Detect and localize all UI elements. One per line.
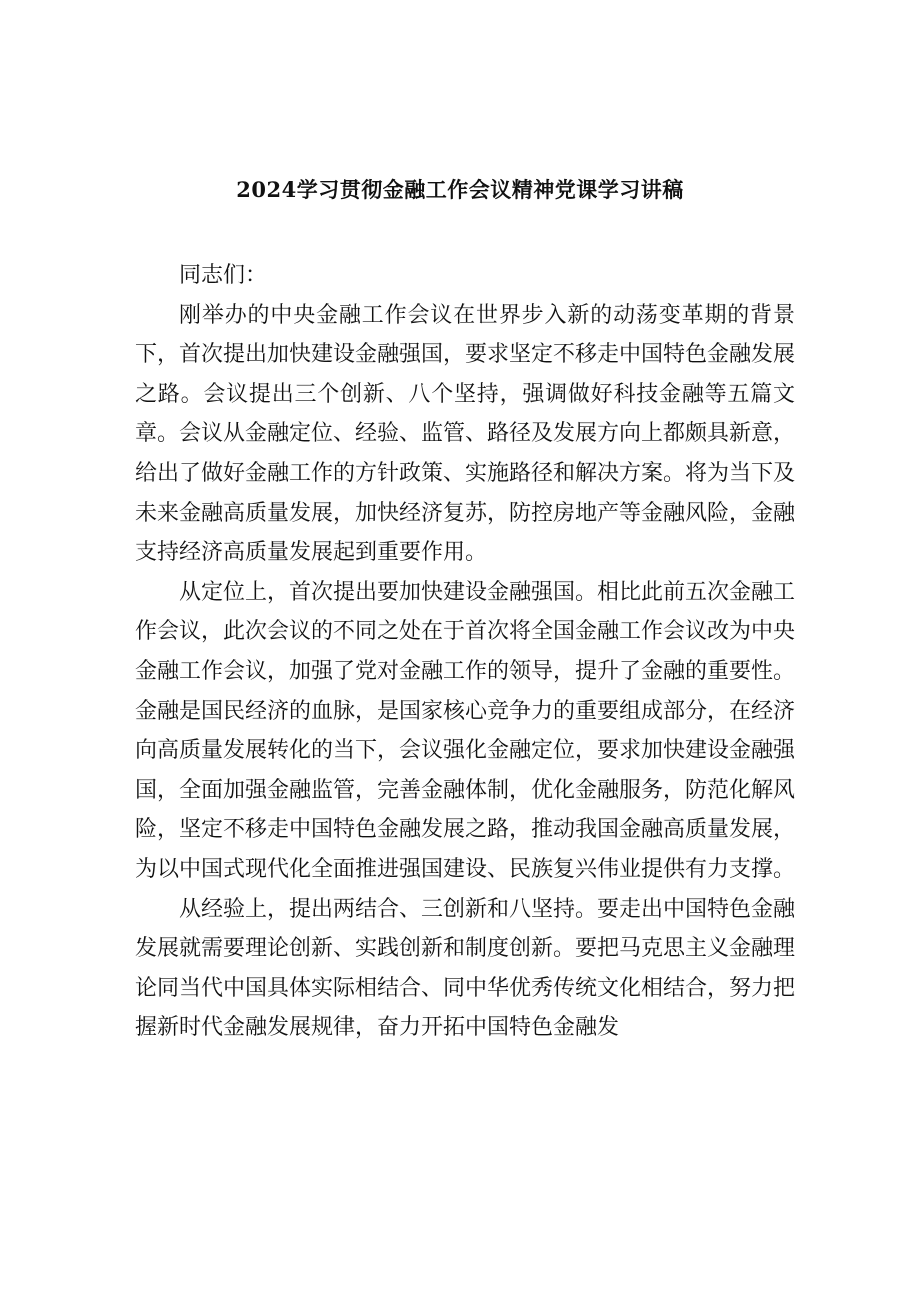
document-title: 2024学习贯彻金融工作会议精神党课学习讲稿 (236, 177, 684, 202)
paragraph-positioning: 从定位上，首次提出要加快建设金融强国。相比此前五次金融工作会议，此次会议的不同之处在于首次将全国金融工作会议改为中央金融工作会议，加强了党对金融工作的领导，提升了金融的重要性。金融是国民经济的血脉，是国家核心竞争力的重要组成部分，在经济向高质量发展转化的当下，会议强化金融定位，要求加快建设金融强国，全面加强金融监管，完善金融体制，优化金融服务，防范化解风险，坚定不移走中国特色金融发展之路，推动我国金融高质量发展，为以中国式现代化全面推进强国建设、民族复兴伟业提供有力支撑。 (135, 579, 796, 882)
document-body (135, 256, 795, 1048)
paragraph-experience: 从经验上，提出两结合、三创新和八坚持。要走出中国特色金融发展就需要理论创新、实践创新和制度创新。要把马克思主义金融理论同当代中国具体实际相结合、同中华优秀传统文化相结合，努力把握新时代金融发展规律，奋力开拓中国特色金融发 (135, 896, 796, 1041)
salutation: 同志们： (179, 263, 268, 288)
paragraph-intro: 刚举办的中央金融工作会议在世界步入新的动荡变革期的背景下，首次提出加快建设金融强国，要求坚定不移走中国特色金融发展之路。会议提出三个创新、八个坚持，强调做好科技金融等五篇文章。会议从金融定位、经验、监管、路径及发展方向上都颇具新意，给出了做好金融工作的方针政策、实施路径和解决方案。将为当下及未来金融高质量发展，加快经济复苏，防控房地产等金融风险，金融支持经济高质量发展起到重要作用。 (135, 302, 796, 566)
